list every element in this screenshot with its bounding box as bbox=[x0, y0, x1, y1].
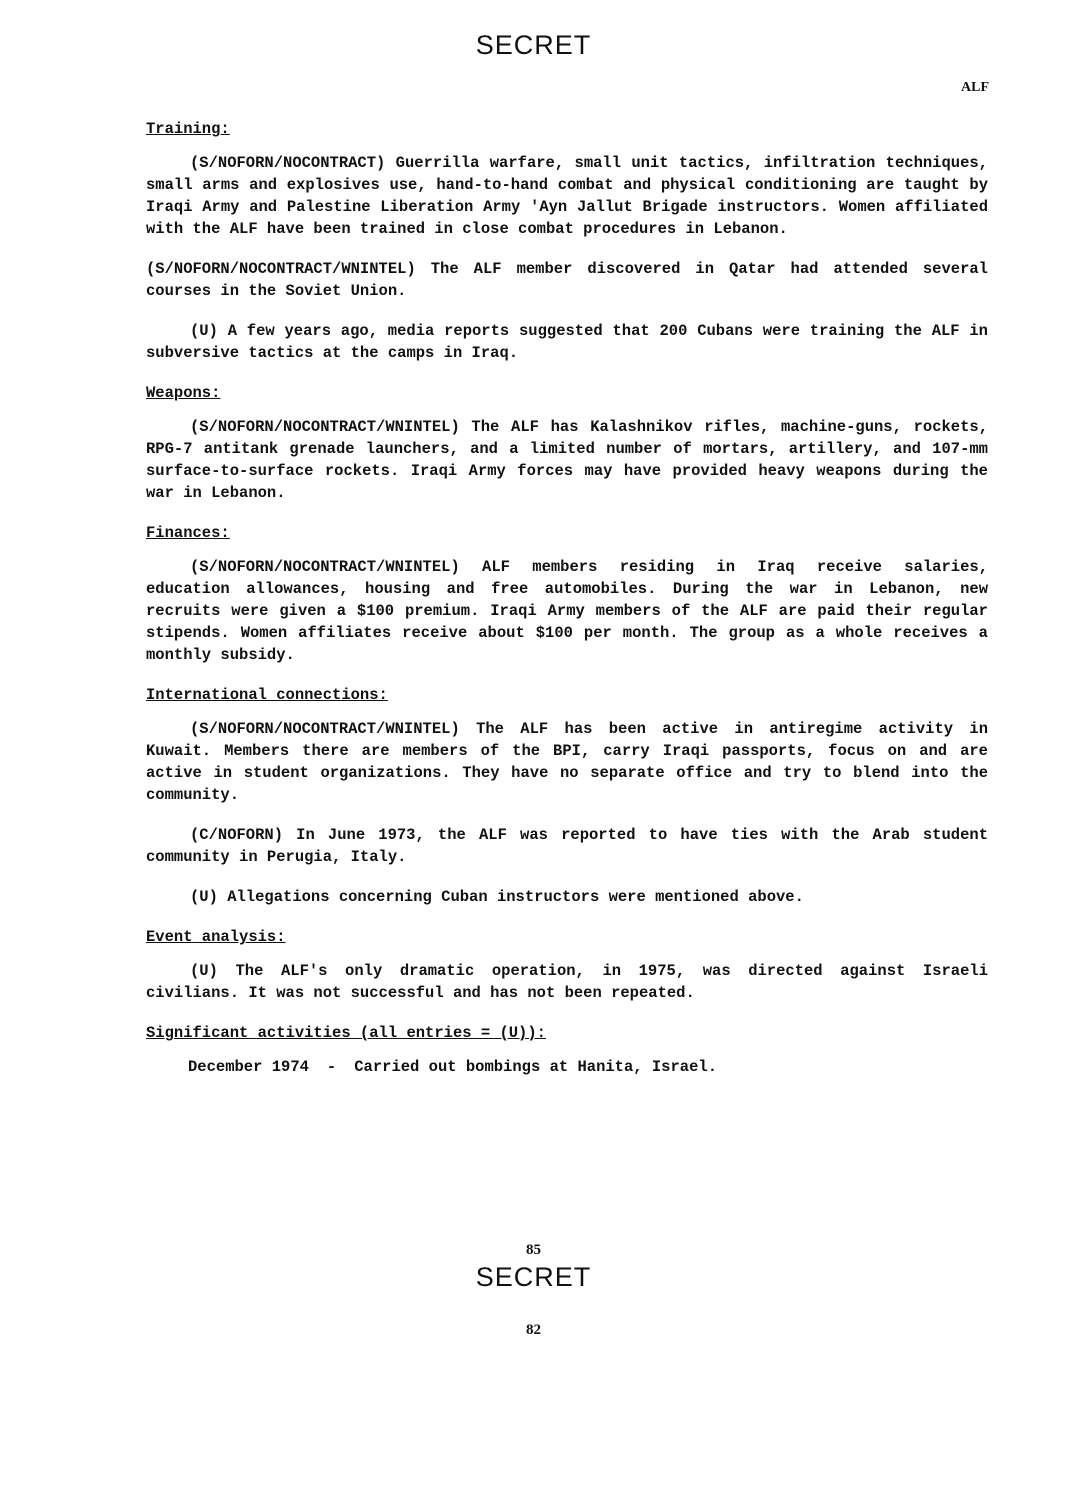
international-paragraph-3: (U) Allegations concerning Cuban instructors were mentioned above. bbox=[190, 888, 804, 906]
classification-footer: SECRET bbox=[475, 1262, 592, 1292]
sheet-number: 82 bbox=[526, 1322, 541, 1338]
finances-paragraph-1: (S/NOFORN/NOCONTRACT/WNINTEL) ALF members residing in Iraq receive salaries, education allowances, housing and free automobiles. During the war in Lebanon, new recruits were given a $100 premium. Iraqi Army members of the ALF are paid their regular stipends. Women affiliates receive about $100 per month. The group as a whole receives a monthly subsidy. bbox=[146, 558, 988, 664]
document-body bbox=[146, 118, 988, 1078]
weapons-paragraph-1: (S/NOFORN/NOCONTRACT/WNINTEL) The ALF has Kalashnikov rifles, machine-guns, rockets, RPG-7 antitank grenade launchers, and a limited number of mortars, artillery, and 107-mm surface-to-surface rockets. Iraqi Army forces may have provided heavy weapons during the war in Lebanon. bbox=[146, 418, 988, 502]
section-heading-training: Training: bbox=[146, 120, 230, 138]
section-heading-international: International connections: bbox=[146, 686, 388, 704]
section-heading-event-analysis: Event analysis: bbox=[146, 928, 286, 946]
international-paragraph-1: (S/NOFORN/NOCONTRACT/WNINTEL) The ALF has been active in antiregime activity in Kuwait. Members there are members of the BPI, carry Iraqi passports, focus on and are active in student organizations. They have no separate office and try to blend into the community. bbox=[146, 720, 988, 804]
event-analysis-paragraph-1: (U) The ALF's only dramatic operation, in 1975, was directed against Israeli civilians. It was not successful and has not been repeated. bbox=[146, 962, 988, 1002]
page-number: 85 bbox=[526, 1242, 541, 1258]
training-paragraph-2: (S/NOFORN/NOCONTRACT/WNINTEL) The ALF member discovered in Qatar had attended several courses in the Soviet Union. bbox=[146, 260, 988, 300]
document-tag: ALF bbox=[961, 80, 989, 95]
activity-entry bbox=[146, 1056, 988, 1078]
section-heading-weapons: Weapons: bbox=[146, 384, 221, 402]
training-paragraph-3: (U) A few years ago, media reports suggested that 200 Cubans were training the ALF in subversive tactics at the camps in Iraq. bbox=[146, 322, 988, 362]
international-paragraph-2: (C/NOFORN) In June 1973, the ALF was reported to have ties with the Arab student community in Perugia, Italy. bbox=[146, 826, 988, 866]
activity-separator: - bbox=[326, 1058, 337, 1076]
section-heading-significant-activities: Significant activities (all entries = (U)): bbox=[146, 1024, 546, 1042]
activity-date: December 1974 bbox=[188, 1058, 309, 1076]
classification-header: SECRET bbox=[475, 30, 592, 60]
training-paragraph-1: (S/NOFORN/NOCONTRACT) Guerrilla warfare, small unit tactics, infiltration techniques, small arms and explosives use, hand-to-hand combat and physical conditioning are taught by Iraqi Army and Palestine Liberation Army 'Ayn Jallut Brigade instructors. Women affiliated with the ALF have been trained in close combat procedures in Lebanon. bbox=[146, 154, 988, 238]
section-heading-finances: Finances: bbox=[146, 524, 230, 542]
activity-description: Carried out bombings at Hanita, Israel. bbox=[354, 1058, 717, 1076]
